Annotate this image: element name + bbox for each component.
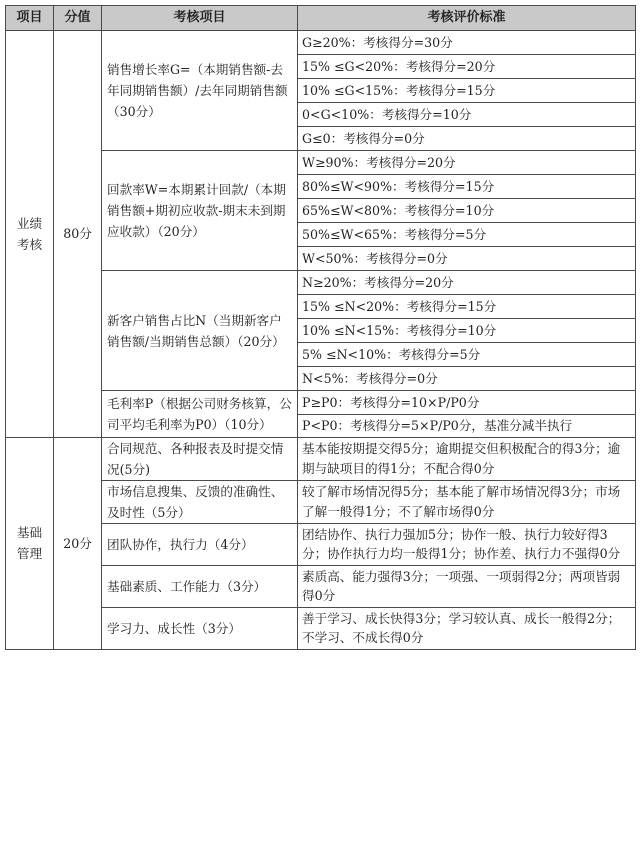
standard-cell: N≥20%：考核得分=20分 [298,271,636,295]
standard-cell: 基本能按期提交得5分；逾期提交但积极配合的得3分；逾期与缺项目的得1分；不配合得0分 [298,437,636,480]
standard-cell: W<50%：考核得分=0分 [298,247,636,271]
item-cell: 销售增长率G=（本期销售额-去年同期销售额）/去年同期销售额（30分） [102,31,298,151]
standard-cell: 10% ≤G<15%：考核得分=15分 [298,79,636,103]
header-score: 分值 [54,6,102,31]
standard-cell: 素质高、能力强得3分；一项强、一项弱得2分；两项皆弱得0分 [298,565,636,607]
standard-cell: 80%≤W<90%：考核得分=15分 [298,175,636,199]
item-cell: 市场信息搜集、反馈的准确性、及时性（5分） [102,480,298,523]
item-cell: 基础素质、工作能力（3分） [102,565,298,607]
standard-cell: 65%≤W<80%：考核得分=10分 [298,199,636,223]
standard-cell: 10% ≤N<15%：考核得分=10分 [298,319,636,343]
standard-cell: N<5%：考核得分=0分 [298,367,636,391]
standard-cell: G≤0：考核得分=0分 [298,127,636,151]
header-row [6,6,636,31]
header-item: 考核项目 [102,6,298,31]
standard-cell: 团结协作、执行力强加5分；协作一般、执行力较好得3分；协作执行力均一般得1分；协作差、执行力不强得0分 [298,523,636,565]
item-cell: 学习力、成长性（3分） [102,607,298,649]
standard-cell: 善于学习、成长快得3分；学习较认真、成长一般得2分；不学习、不成长得0分 [298,607,636,649]
project-cell: 基础 管理 [6,437,54,649]
header-standard: 考核评价标准 [298,6,636,31]
standard-cell: W≥90%：考核得分=20分 [298,151,636,175]
assessment-table [5,5,636,650]
standard-cell: 5% ≤N<10%：考核得分=5分 [298,343,636,367]
project-cell: 业绩 考核 [6,31,54,438]
item-cell: 团队协作，执行力（4分） [102,523,298,565]
standard-cell: 50%≤W<65%：考核得分=5分 [298,223,636,247]
standard-cell: P<P0：考核得分=5×P/P0分，基准分减半执行 [298,415,636,438]
header-project: 项目 [6,6,54,31]
standard-cell: 15% ≤G<20%：考核得分=20分 [298,55,636,79]
score-cell: 80分 [54,31,102,438]
standard-cell: 较了解市场情况得5分；基本能了解市场情况得3分；市场了解一般得1分；不了解市场得0分 [298,480,636,523]
item-cell: 回款率W=本期累计回款/（本期销售额+期初应收款-期末未到期应收款）（20分） [102,151,298,271]
standard-cell: G≥20%：考核得分=30分 [298,31,636,55]
standard-cell: 15% ≤N<20%：考核得分=15分 [298,295,636,319]
item-cell: 毛利率P（根据公司财务核算，公司平均毛利率为P0）（10分） [102,391,298,438]
standard-cell: 0<G<10%：考核得分=10分 [298,103,636,127]
standard-cell: P≥P0：考核得分=10×P/P0分 [298,391,636,415]
item-cell: 新客户销售占比N（当期新客户销售额/当期销售总额）（20分） [102,271,298,391]
item-cell: 合同规范、各种报表及时提交情况(5分) [102,437,298,480]
table-row [6,31,636,55]
score-cell: 20分 [54,437,102,649]
